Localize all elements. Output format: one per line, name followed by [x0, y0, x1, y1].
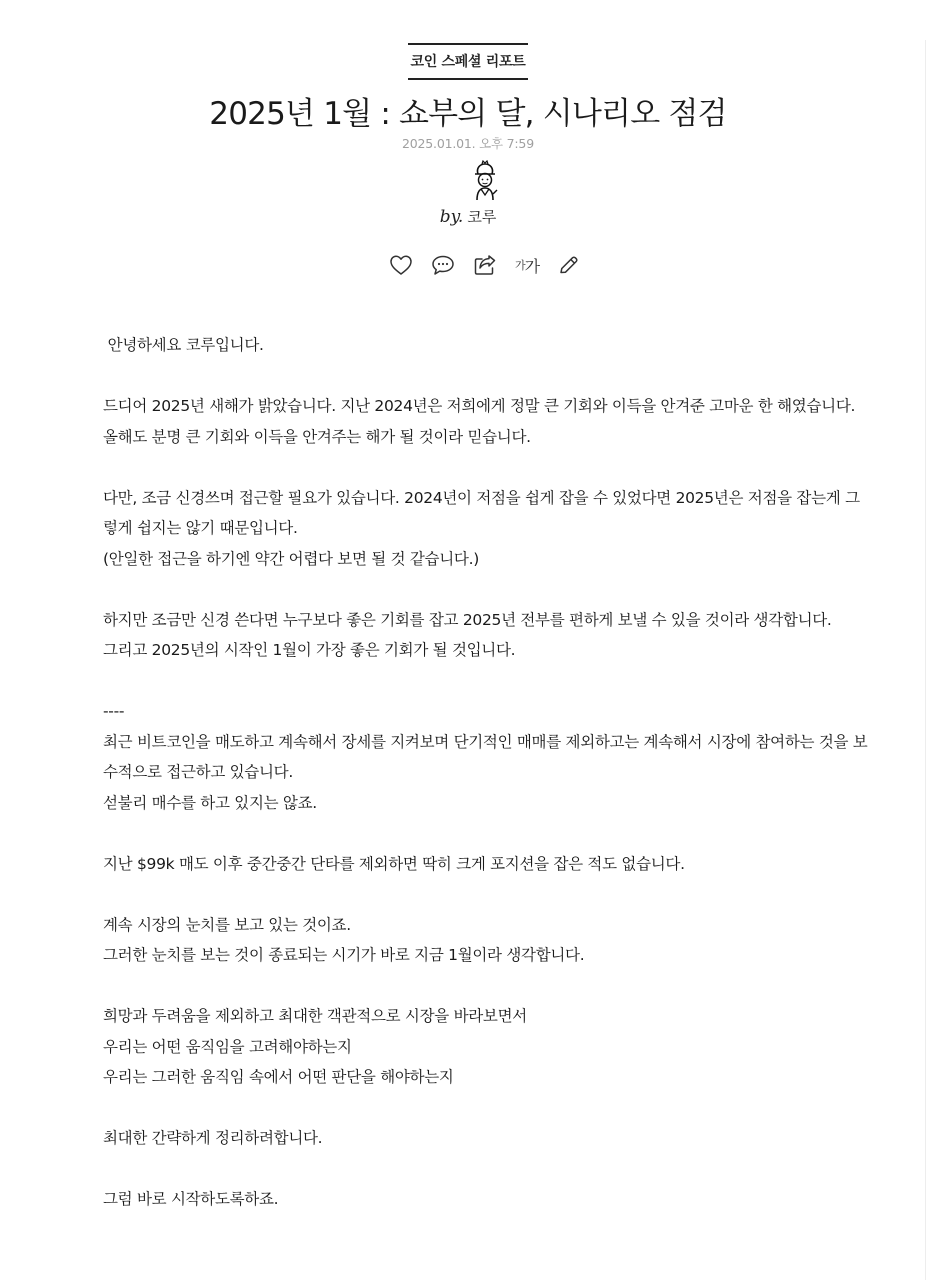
share-icon	[473, 254, 497, 276]
body-paragraph: 그러한 눈치를 보는 것이 종료되는 시기가 바로 지금 1월이라 생각합니다.	[103, 946, 585, 964]
body-paragraph: 다만, 조금 신경쓰며 접근할 필요가 있습니다. 2024년이 저점을 쉽게 잡을 수 있었다면 2025년은 저점을 잡는게 그렇게 쉽지는 않기 때문입니다.	[103, 488, 860, 537]
font-size-small-glyph: 가	[514, 259, 525, 272]
body-paragraph: 희망과 두려움을 제외하고 최대한 객관적으로 시장을 바라보면서	[103, 1007, 527, 1025]
blank-line	[103, 574, 871, 605]
by-label: by.	[439, 207, 464, 227]
body-paragraph: (안일한 접근을 하기엔 약간 어렵다 보면 될 것 같습니다.)	[103, 549, 479, 568]
comment-icon	[431, 254, 455, 276]
category-wrap	[0, 43, 936, 80]
blank-line	[103, 666, 871, 697]
blank-line	[103, 879, 871, 910]
blank-line	[103, 1154, 871, 1185]
article-actions	[388, 252, 582, 278]
body-paragraph: 안녕하세요 코루입니다.	[103, 336, 264, 354]
body-paragraph: 계속 시장의 눈치를 보고 있는 것이죠.	[103, 915, 351, 934]
body-paragraph: 우리는 그러한 움직임 속에서 어떤 판단을 해야하는지	[103, 1068, 454, 1086]
author-name[interactable]: 코루	[467, 208, 497, 226]
like-button[interactable]	[388, 252, 414, 278]
body-paragraph: 올해도 분명 큰 기회와 이득을 안겨주는 해가 될 것이라 믿습니다.	[103, 427, 531, 446]
body-paragraph: 지난 $99k 매도 이후 중간중간 단타를 제외하면 딱히 크게 포지션을 잡은 적도 없습니다.	[103, 854, 685, 873]
blank-line	[103, 818, 871, 849]
comment-button[interactable]	[430, 252, 456, 278]
blank-line	[103, 361, 871, 392]
edit-button[interactable]	[556, 252, 582, 278]
category-label[interactable]: 코인 스페셜 리포트	[408, 43, 529, 80]
blank-line	[103, 452, 871, 483]
article-title: 2025년 1월 : 쇼부의 달, 시나리오 점검	[209, 96, 727, 132]
blank-line	[103, 971, 871, 1002]
body-paragraph: 그럼 바로 시작하도록하죠.	[103, 1190, 279, 1208]
body-paragraph: 하지만 조금만 신경 쓴다면 누구보다 좋은 기회를 잡고 2025년 전부를 편하게 보낼 수 있을 것이라 생각합니다.	[103, 610, 832, 629]
heart-icon	[389, 254, 413, 276]
body-paragraph: 드디어 2025년 새해가 밝았습니다. 지난 2024년은 저희에게 정말 큰 기회와 이득을 안겨준 고마운 한 해였습니다.	[103, 397, 856, 415]
body-paragraph: 최대한 간략하게 정리하려합니다.	[103, 1129, 323, 1147]
author-avatar[interactable]	[466, 160, 504, 204]
publish-date: 2025.01.01. 오후 7:59	[402, 136, 534, 151]
body-paragraph: 우리는 어떤 움직임을 고려해야하는지	[103, 1037, 352, 1056]
font-size-large-glyph: 가	[524, 256, 540, 276]
share-button[interactable]	[472, 252, 498, 278]
body-paragraph: 섣불리 매수를 하고 있지는 않죠.	[103, 793, 317, 812]
blank-line	[103, 1093, 871, 1124]
body-paragraph: ----	[103, 702, 125, 720]
avatar-icon	[466, 160, 504, 204]
article-body	[103, 330, 871, 1215]
body-paragraph: 그리고 2025년의 시작인 1월이 가장 좋은 기회가 될 것입니다.	[103, 641, 516, 659]
body-paragraph: 최근 비트코인을 매도하고 계속해서 장세를 지켜보며 단기적인 매매를 제외하고는 계속해서 시장에 참여하는 것을 보수적으로 접근하고 있습니다.	[103, 732, 868, 781]
pencil-icon	[557, 254, 581, 276]
author-byline	[0, 206, 936, 227]
font-size-button[interactable]	[514, 252, 540, 278]
